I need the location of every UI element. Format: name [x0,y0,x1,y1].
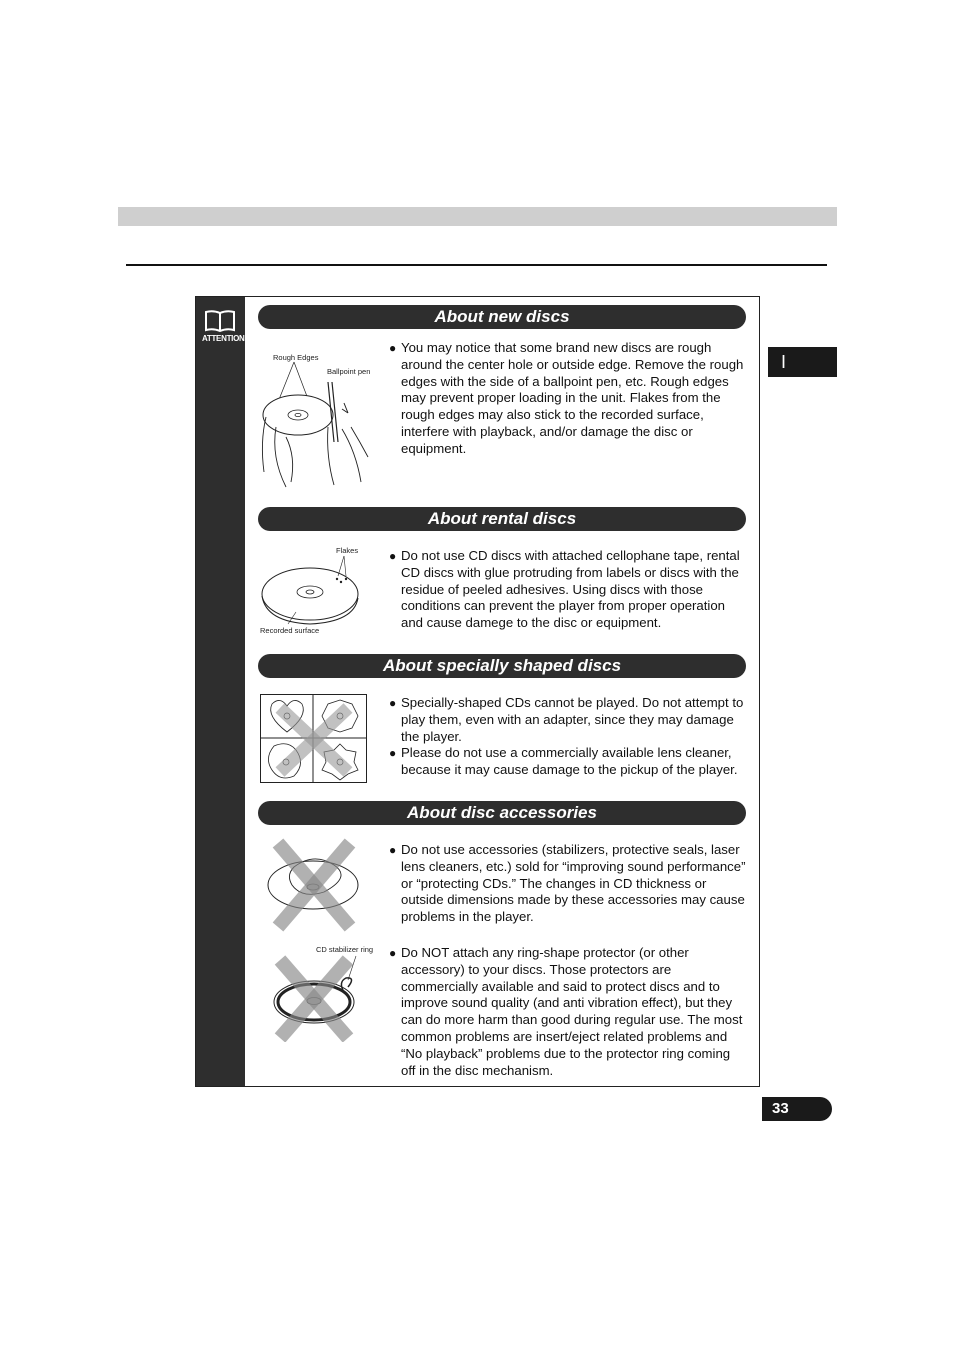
bullets-accessories-1 [389,842,747,926]
bullets-rental-discs [389,548,747,632]
bullet-dot: ● [389,696,397,710]
disc-with-hands-drawing [256,347,386,492]
stabilizer-disc-crossed-drawing [264,837,364,932]
label-cd-stabilizer-ring: CD stabilizer ring [316,945,374,954]
illustration-stabilizer-ring [266,942,381,1042]
illustration-shaped-discs [260,694,368,783]
section-title-shaped-discs: About specially shaped discs [258,654,746,678]
attention-panel [195,296,760,1087]
bullet-dot: ● [389,746,397,761]
ring-disc-crossed-drawing [266,942,381,1042]
section-title-rental-discs: About rental discs [258,507,746,531]
label-ballpoint-pen: Ballpoint pen [327,367,371,376]
illustration-new-disc [256,347,386,492]
bullet-item: ● You may notice that some brand new discs are rough around the center hole or outside edge. Remove the rough edges with the side of a ballpoint pen, etc. Rough edges may prevent proper loading in the unit. Flakes from the rough edges may also stick to the recorded surface, interfere with playback, and/or damage the disc or equipment. [389,340,744,456]
illustration-rental-disc [258,542,378,637]
open-book-icon [204,309,236,333]
section-title-new-discs: About new discs [258,305,746,329]
section-title-accessories: About disc accessories [258,801,746,825]
bullet-item: ● Do not use CD discs with attached cellophane tape, rental CD discs with glue protruding from labels or discs with the residue of peeled adhesives. Using discs with those conditions can prevent the player from proper operation and cause damege to the disc or equipment. [389,548,740,631]
bullets-new-discs [389,340,747,458]
bullet-item: ● Do NOT attach any ring-shape protector (or other accessory) to your discs. Those protectors are commercially available and said to protect discs and to improve sound quality (and anti vibration effect), but they can do more harm than good during regular use. The most common problems are insert/eject related problems and “No playback” problems due to the protector ring coming off in the disc mechanism. [389,945,743,1078]
chapter-tab: I [768,347,837,377]
label-rough-edges: Rough Edges [273,353,319,362]
attention-badge [202,309,245,343]
label-flakes: Flakes [336,546,359,555]
label-recorded-surface: Recorded surface [260,626,320,635]
bullet-dot: ● [389,946,397,960]
bullet-item: ● Specially-shaped CDs cannot be played. Do not attempt to play them, even with an adapter, since they may damage the player. [389,695,744,744]
page-number: 33 [762,1097,832,1121]
bullet-dot: ● [389,341,397,355]
header-gray-bar [118,207,837,226]
attention-label: ATTENTION [202,334,245,343]
bullets-accessories-2 [389,945,747,1079]
header-rule [126,264,827,266]
bullets-shaped-discs [389,695,747,779]
bullet-dot: ● [389,843,397,857]
bullet-item: ● Do not use accessories (stabilizers, protective seals, laser lens cleaners, etc.) sold for “improving sound performance” or “protecting CDs.” The changes in CD thickness or outside dimensions made by these accessories may cause problems in the player. [389,842,746,925]
bullet-dot: ● [389,549,397,563]
illustration-stabilizer [264,837,364,932]
flaked-disc-drawing [258,542,378,637]
bullet-item: ● Please do not use a commercially available lens cleaner, because it may cause damage to the pickup of the player. [389,745,738,778]
attention-sidebar [196,297,245,1086]
shaped-discs-crossed-drawing [260,694,368,783]
